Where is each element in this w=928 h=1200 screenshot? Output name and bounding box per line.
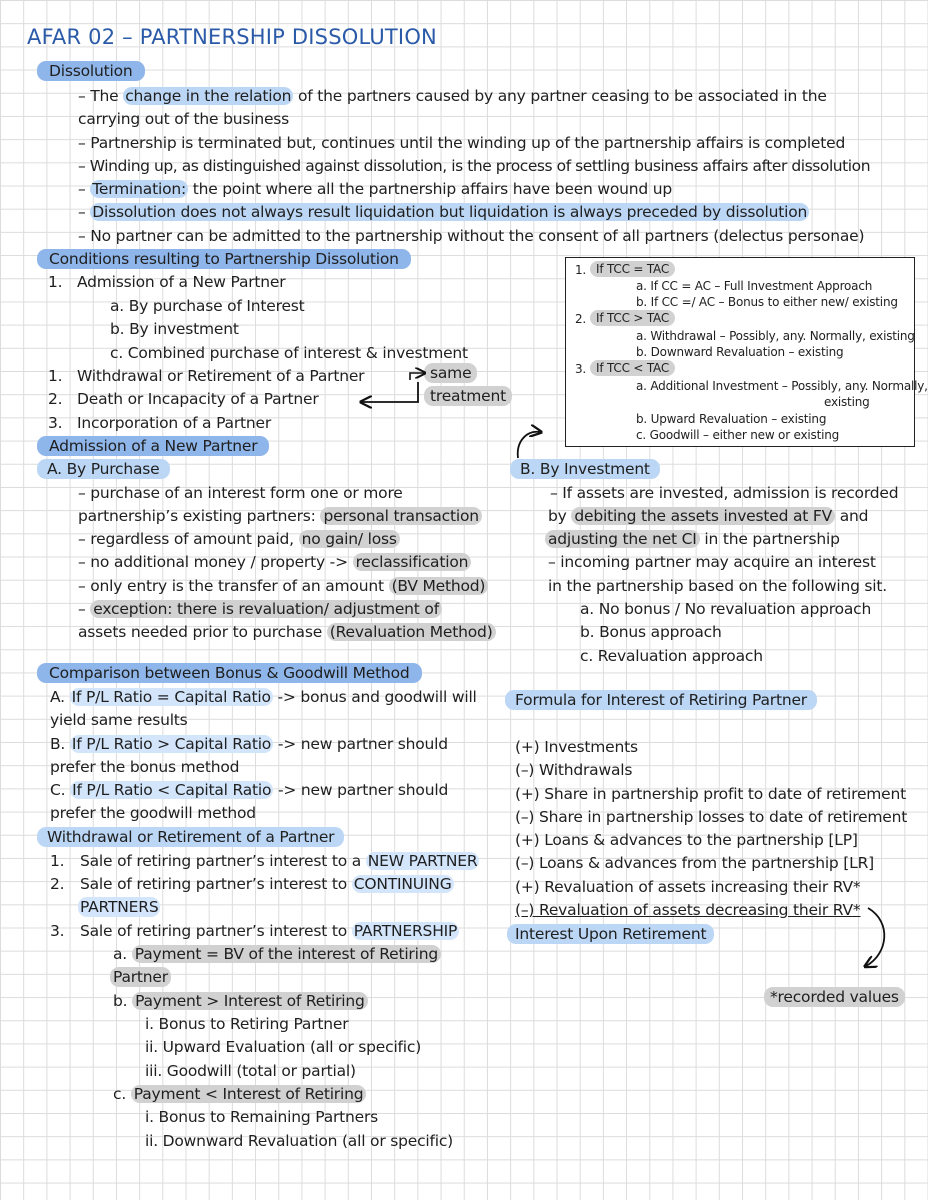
tcc-case-number: 2.	[575, 312, 587, 326]
formula-line: (+) Loans & advances to the partnership [LP]	[515, 831, 858, 849]
comparison-line: yield same results	[50, 711, 188, 729]
formula-heading: Formula for Interest of Retiring Partner	[505, 690, 817, 710]
tcc-case-line: a. If CC = AC – Full Investment Approach	[636, 279, 873, 293]
dissolution-line-7: – No partner can be admitted to the partnership without the consent of all partners (delectus personae)	[78, 227, 865, 245]
formula-line: (–) Revaluation of assets decreasing their RV*	[515, 901, 861, 919]
same-treatment-note: same	[424, 363, 477, 383]
formula-line: (+) Investments	[515, 738, 638, 756]
withdrawal-sub-item: a. Payment = BV of the interest of Retiring	[113, 944, 441, 964]
dissolution-line-1: – The change in the relation of the partners caused by any partner ceasing to be associated in the	[78, 87, 827, 105]
withdrawal-sub-sub-item: i. Bonus to Retiring Partner	[145, 1015, 349, 1033]
arrow-icon	[866, 908, 884, 966]
condition-admission-c: c. Combined purchase of interest & investment	[110, 344, 468, 362]
withdrawal-sub-sub-item: iii. Goodwill (total or partial)	[145, 1062, 356, 1080]
condition-incorporation: Incorporation of a Partner	[77, 414, 272, 432]
withdrawal-item: Sale of retiring partner’s interest to CONTINUING	[80, 875, 452, 893]
condition-number: 1.	[48, 367, 63, 385]
tcc-case-line: a. Withdrawal – Possibly, any. Normally, existing	[636, 329, 915, 343]
investment-approach: b. Bonus approach	[580, 623, 722, 641]
withdrawal-heading: Withdrawal or Retirement of a Partner	[37, 827, 344, 847]
by-investment-heading: B. By Investment	[510, 459, 660, 479]
withdrawal-sub-item: c. Payment < Interest of Retiring	[113, 1084, 366, 1104]
arrow-icon	[410, 373, 424, 380]
investment-line: – incoming partner may acquire an interest	[548, 553, 876, 571]
condition-withdrawal: Withdrawal or Retirement of a Partner	[77, 367, 365, 385]
investment-approach: a. No bonus / No revaluation approach	[580, 600, 872, 618]
investment-line: – If assets are invested, admission is recorded	[550, 484, 899, 502]
withdrawal-sub-item: b. Payment > Interest of Retiring	[113, 991, 368, 1011]
formula-line: (–) Withdrawals	[515, 761, 633, 779]
withdrawal-item: PARTNERS	[80, 898, 159, 916]
by-purchase-heading: A. By Purchase	[37, 459, 170, 479]
tcc-case-number: 1.	[575, 263, 587, 277]
condition-admission-a: a. By purchase of Interest	[110, 297, 305, 315]
formula-line: (–) Share in partnership losses to date of retirement	[515, 808, 908, 826]
purchase-line: – only entry is the transfer of an amount (BV Method)	[78, 576, 488, 596]
dissolution-line-6: – Dissolution does not always result liquidation but liquidation is always preceded by dissolution	[78, 203, 808, 221]
withdrawal-sub-item: Partner	[110, 967, 171, 987]
tcc-case-line: existing	[824, 395, 870, 409]
dissolution-line-4: – Winding up, as distinguished against dissolution, is the process of settling business affairs after dissolution	[78, 157, 871, 175]
formula-result: Interest Upon Retirement	[507, 924, 714, 944]
withdrawal-item: Sale of retiring partner’s interest to PARTNERSHIP	[80, 922, 458, 940]
purchase-line: partnership’s existing partners: personal transaction	[78, 506, 482, 526]
purchase-line: – purchase of an interest form one or more	[78, 484, 403, 502]
condition-admission: Admission of a New Partner	[77, 273, 286, 291]
condition-death: Death or Incapacity of a Partner	[77, 390, 319, 408]
purchase-line: assets needed prior to purchase (Revaluation Method)	[78, 622, 496, 642]
dissolution-heading: Dissolution	[37, 61, 145, 81]
withdrawal-number: 1.	[50, 852, 65, 870]
withdrawal-number: 3.	[50, 922, 65, 940]
investment-line: adjusting the net CI in the partnership	[545, 529, 840, 549]
conditions-heading: Conditions resulting to Partnership Dissolution	[37, 249, 411, 269]
investment-line: in the partnership based on the following sit.	[548, 577, 888, 595]
formula-line: (+) Share in partnership profit to date of retirement	[515, 785, 907, 803]
condition-admission-b: b. By investment	[110, 320, 239, 338]
purchase-line: – exception: there is revaluation/ adjustment of	[78, 599, 442, 619]
withdrawal-item: Sale of retiring partner’s interest to a NEW PARTNER	[80, 852, 478, 870]
withdrawal-sub-sub-item: i. Bonus to Remaining Partners	[145, 1108, 379, 1126]
comparison-line: prefer the goodwill method	[50, 804, 256, 822]
tcc-case-line: a. Additional Investment – Possibly, any. Normally,	[636, 379, 928, 393]
condition-number: 1.	[48, 273, 63, 291]
purchase-line: – no additional money / property -> reclassification	[78, 552, 471, 572]
purchase-line: – regardless of amount paid, no gain/ loss	[78, 529, 400, 549]
dissolution-line-2: carrying out of the business	[78, 110, 290, 128]
comparison-heading: Comparison between Bonus & Goodwill Method	[37, 663, 422, 683]
tcc-case-heading: If TCC > TAC	[590, 310, 675, 326]
tcc-case-number: 3.	[575, 362, 587, 376]
tcc-case-heading: If TCC = TAC	[590, 261, 675, 277]
dissolution-line-3: – Partnership is terminated but, continues until the winding up of the partnership affairs is completed	[78, 134, 846, 152]
tcc-case-heading: If TCC < TAC	[590, 360, 675, 376]
same-treatment-note: treatment	[424, 386, 512, 406]
tcc-case-line: c. Goodwill – either new or existing	[636, 428, 840, 442]
investment-line: by debiting the assets invested at FV and	[548, 507, 869, 525]
dissolution-line-5: – Termination: the point where all the partnership affairs have been wound up	[78, 180, 673, 198]
arrow-icon	[362, 382, 418, 402]
formula-line: (–) Loans & advances from the partnership [LR]	[515, 854, 875, 872]
admission-heading: Admission of a New Partner	[37, 436, 269, 456]
comparison-line: A. If P/L Ratio = Capital Ratio -> bonus and goodwill will	[50, 688, 477, 706]
withdrawal-number: 2.	[50, 875, 65, 893]
comparison-line: C. If P/L Ratio < Capital Ratio -> new partner should	[50, 781, 449, 799]
tcc-case-line: b. If CC =/ AC – Bonus to either new/ existing	[636, 295, 898, 309]
condition-number: 3.	[48, 414, 63, 432]
arrow-icon	[518, 432, 540, 458]
comparison-line: prefer the bonus method	[50, 758, 240, 776]
comparison-line: B. If P/L Ratio > Capital Ratio -> new partner should	[50, 735, 448, 753]
recorded-values-note: *recorded values	[764, 987, 905, 1007]
page-title: AFAR 02 – PARTNERSHIP DISSOLUTION	[27, 25, 437, 49]
tcc-case-line: b. Upward Revaluation – existing	[636, 412, 827, 426]
investment-approach: c. Revaluation approach	[580, 647, 763, 665]
withdrawal-sub-sub-item: ii. Downward Revaluation (all or specific)	[145, 1132, 454, 1150]
tcc-case-line: b. Downward Revaluation – existing	[636, 345, 844, 359]
condition-number: 2.	[48, 390, 63, 408]
withdrawal-sub-sub-item: ii. Upward Evaluation (all or specific)	[145, 1038, 422, 1056]
formula-line: (+) Revaluation of assets increasing their RV*	[515, 878, 861, 896]
